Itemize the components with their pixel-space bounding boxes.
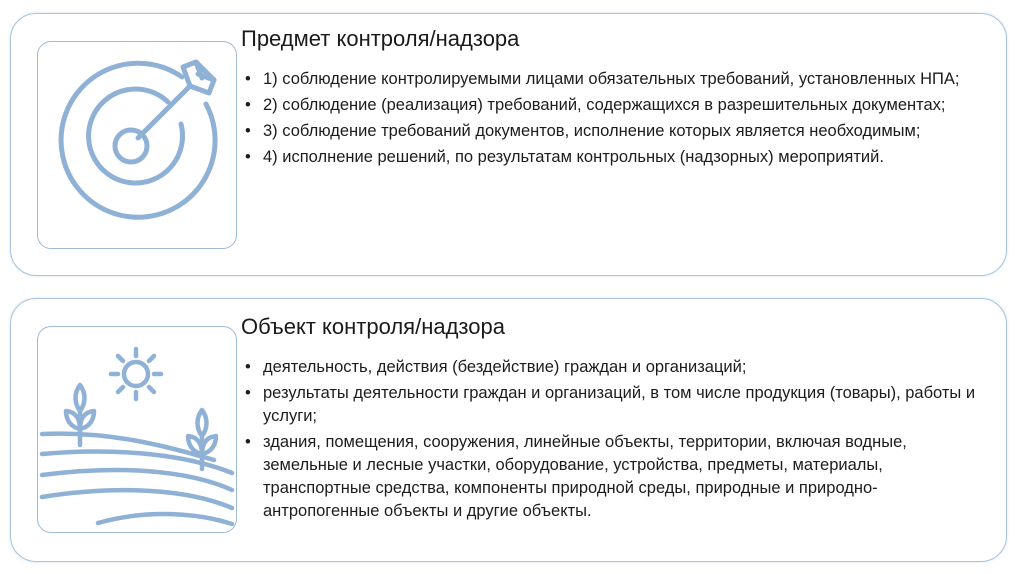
object-content xyxy=(241,312,992,526)
object-item-2: • результаты деятельности граждан и организаций, в том числе продукция (товары), работы и услуги; xyxy=(241,382,992,428)
subject-item-1: • 1) соблюдение контролируемыми лицами обязательных требований, установленных НПА; xyxy=(241,68,992,91)
object-item-1: • деятельность, действия (бездействие) граждан и организаций; xyxy=(241,356,992,379)
subject-list xyxy=(241,68,992,169)
object-list xyxy=(241,356,992,523)
subject-item-4: • 4) исполнение решений, по результатам контрольных (надзорных) мероприятий. xyxy=(241,146,992,169)
object-title: Объект контроля/надзора xyxy=(241,314,505,339)
subject-content xyxy=(241,24,992,172)
subject-item-2: • 2) соблюдение (реализация) требований, содержащихся в разрешительных документах; xyxy=(241,94,992,117)
subject-title: Предмет контроля/надзора xyxy=(241,26,520,51)
subject-panel xyxy=(10,13,1007,276)
target-arrow-icon xyxy=(38,42,236,248)
field-sun-sprouts-icon xyxy=(38,327,236,532)
object-panel xyxy=(10,298,1007,562)
object-icon-box xyxy=(37,326,237,533)
subject-item-3: • 3) соблюдение требований документов, исполнение которых является необходимым; xyxy=(241,120,992,143)
object-item-3: • здания, помещения, сооружения, линейные объекты, территории, включая водные, земельные и лесные участки, оборудование, устройства, предметы, материалы, транспортные средства, компоненты природной среды, природные и природно-антропогенные объекты и другие объекты. xyxy=(241,431,992,523)
subject-icon-box xyxy=(37,41,237,249)
